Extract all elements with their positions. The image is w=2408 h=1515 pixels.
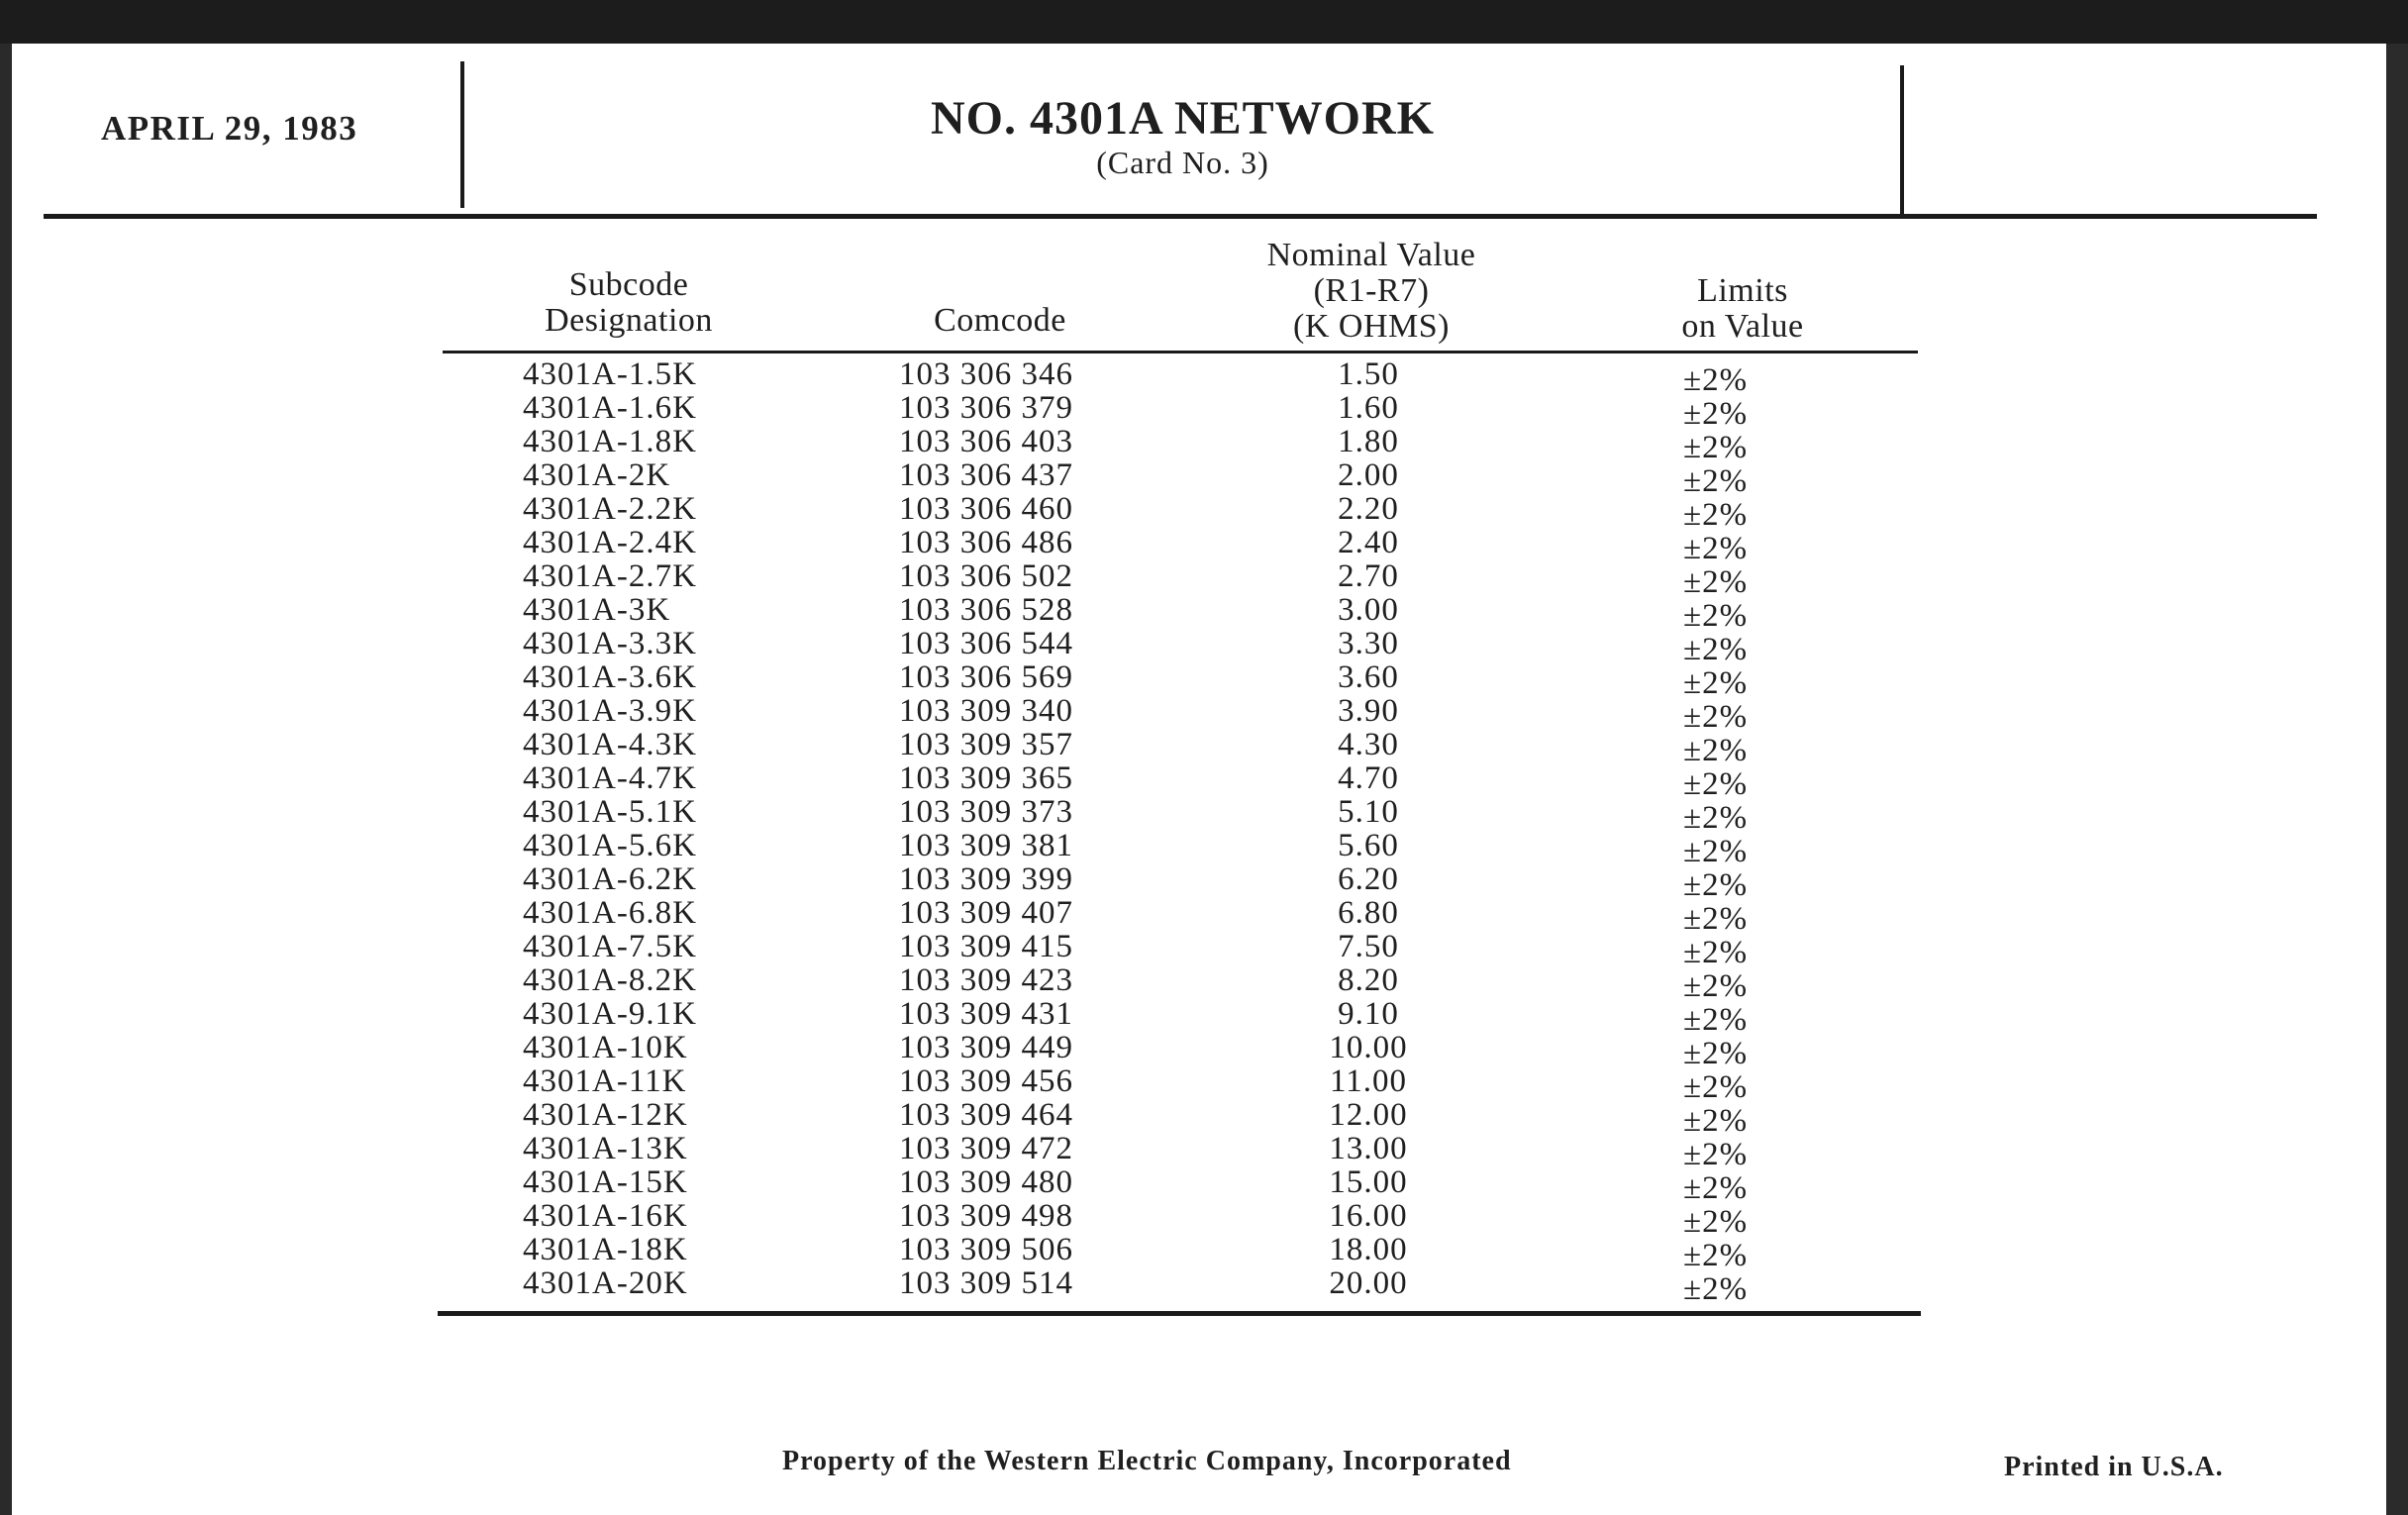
table-row: [0, 1232, 2408, 1273]
cell-subcode: 4301A-3K: [523, 592, 671, 628]
header-subcode-line: Designation: [545, 302, 713, 339]
table-row: [0, 659, 2408, 701]
cell-comcode: 103 309 498: [899, 1198, 1073, 1234]
header-divider-right: [1900, 65, 1904, 216]
issue-date: APRIL 29, 1983: [101, 109, 358, 148]
cell-nominal-value: 13.00: [1329, 1131, 1408, 1166]
cell-limit: ±2%: [1683, 430, 1749, 465]
cell-comcode: 103 309 472: [899, 1131, 1073, 1166]
cell-comcode: 103 309 365: [899, 760, 1073, 796]
property-notice: Property of the Western Electric Company, Incorporated: [782, 1446, 1512, 1476]
header-divider-left: [460, 61, 464, 208]
table-bottom-rule: [438, 1311, 1921, 1316]
cell-comcode: 103 309 357: [899, 727, 1073, 762]
cell-nominal-value: 15.00: [1329, 1164, 1408, 1200]
cell-comcode: 103 309 399: [899, 861, 1073, 897]
document-title: NO. 4301A NETWORK: [930, 92, 1436, 145]
cell-limit: ±2%: [1683, 867, 1749, 903]
table-row: [0, 1164, 2408, 1206]
table-row: [0, 558, 2408, 600]
cell-comcode: 103 309 506: [899, 1232, 1073, 1267]
cell-subcode: 4301A-7.5K: [523, 929, 697, 964]
cell-subcode: 4301A-18K: [523, 1232, 688, 1267]
cell-subcode: 4301A-4.7K: [523, 760, 697, 796]
table-row: [0, 1030, 2408, 1071]
cell-comcode: 103 309 340: [899, 693, 1073, 729]
cell-subcode: 4301A-1.5K: [523, 356, 697, 392]
cell-nominal-value: 3.60: [1338, 659, 1399, 695]
cell-limit: ±2%: [1683, 463, 1749, 499]
cell-limit: ±2%: [1683, 665, 1749, 701]
cell-limit: ±2%: [1683, 699, 1749, 735]
cell-limit: ±2%: [1683, 362, 1749, 398]
cell-limit: ±2%: [1683, 1271, 1749, 1307]
cell-comcode: 103 309 449: [899, 1030, 1073, 1065]
header-rule: [44, 214, 2317, 219]
table-row: [0, 760, 2408, 802]
cell-comcode: 103 309 431: [899, 996, 1073, 1032]
cell-nominal-value: 6.20: [1338, 861, 1399, 897]
cell-limit: ±2%: [1683, 834, 1749, 869]
cell-nominal-value: 2.40: [1338, 525, 1399, 560]
cell-limit: ±2%: [1683, 632, 1749, 667]
cell-comcode: 103 306 569: [899, 659, 1073, 695]
cell-comcode: 103 306 460: [899, 491, 1073, 527]
table-row: [0, 592, 2408, 634]
cell-subcode: 4301A-3.3K: [523, 626, 697, 661]
header-nominal-value: [1203, 238, 1540, 345]
cell-nominal-value: 3.30: [1338, 626, 1399, 661]
cell-comcode: 103 309 407: [899, 895, 1073, 931]
cell-subcode: 4301A-16K: [523, 1198, 688, 1234]
header-subcode: [470, 267, 787, 339]
cell-nominal-value: 2.20: [1338, 491, 1399, 527]
table-row: [0, 794, 2408, 836]
cell-comcode: 103 309 415: [899, 929, 1073, 964]
cell-nominal-value: 20.00: [1329, 1265, 1408, 1301]
cell-limit: ±2%: [1683, 800, 1749, 836]
cell-nominal-value: 10.00: [1329, 1030, 1408, 1065]
header-limits: [1594, 273, 1891, 345]
cell-limit: ±2%: [1683, 1137, 1749, 1172]
table-row: [0, 356, 2408, 398]
header-limits-line: on Value: [1681, 308, 1804, 345]
cell-limit: ±2%: [1683, 1036, 1749, 1071]
cell-nominal-value: 2.00: [1338, 457, 1399, 493]
scan-border-top: [0, 0, 2408, 44]
table-row: [0, 1265, 2408, 1307]
cell-nominal-value: 4.70: [1338, 760, 1399, 796]
cell-subcode: 4301A-9.1K: [523, 996, 697, 1032]
cell-nominal-value: 6.80: [1338, 895, 1399, 931]
cell-comcode: 103 309 514: [899, 1265, 1073, 1301]
cell-comcode: 103 309 381: [899, 828, 1073, 863]
cell-limit: ±2%: [1683, 1170, 1749, 1206]
cell-subcode: 4301A-3.9K: [523, 693, 697, 729]
cell-comcode: 103 309 480: [899, 1164, 1073, 1200]
cell-comcode: 103 309 423: [899, 962, 1073, 998]
cell-limit: ±2%: [1683, 935, 1749, 970]
cell-comcode: 103 306 544: [899, 626, 1073, 661]
header-comcode: [852, 303, 1149, 339]
cell-limit: ±2%: [1683, 1204, 1749, 1240]
cell-subcode: 4301A-2.4K: [523, 525, 697, 560]
cell-subcode: 4301A-5.1K: [523, 794, 697, 830]
cell-nominal-value: 2.70: [1338, 558, 1399, 594]
header-comcode-line: Comcode: [934, 302, 1066, 339]
cell-limit: ±2%: [1683, 531, 1749, 566]
cell-nominal-value: 8.20: [1338, 962, 1399, 998]
cell-comcode: 103 306 528: [899, 592, 1073, 628]
cell-subcode: 4301A-15K: [523, 1164, 688, 1200]
header-nominal-line: Nominal Value: [1266, 237, 1476, 273]
table-header-rule: [443, 351, 1918, 354]
cell-limit: ±2%: [1683, 564, 1749, 600]
table-row: [0, 390, 2408, 432]
cell-comcode: 103 309 464: [899, 1097, 1073, 1133]
cell-subcode: 4301A-20K: [523, 1265, 688, 1301]
table-row: [0, 727, 2408, 768]
cell-subcode: 4301A-3.6K: [523, 659, 697, 695]
cell-comcode: 103 306 346: [899, 356, 1073, 392]
cell-nominal-value: 16.00: [1329, 1198, 1408, 1234]
cell-limit: ±2%: [1683, 766, 1749, 802]
cell-nominal-value: 11.00: [1329, 1063, 1408, 1099]
table-row: [0, 1131, 2408, 1172]
table-row: [0, 929, 2408, 970]
table-row: [0, 424, 2408, 465]
cell-comcode: 103 309 373: [899, 794, 1073, 830]
cell-nominal-value: 3.90: [1338, 693, 1399, 729]
cell-subcode: 4301A-12K: [523, 1097, 688, 1133]
cell-limit: ±2%: [1683, 1238, 1749, 1273]
cell-nominal-value: 1.80: [1338, 424, 1399, 459]
cell-limit: ±2%: [1683, 396, 1749, 432]
header-nominal-line: (K OHMS): [1293, 308, 1450, 345]
header-subcode-line: Subcode: [568, 266, 689, 303]
header-nominal-line: (R1-R7): [1313, 272, 1430, 309]
cell-limit: ±2%: [1683, 901, 1749, 937]
table-row: [0, 693, 2408, 735]
table-row: [0, 491, 2408, 533]
cell-subcode: 4301A-4.3K: [523, 727, 697, 762]
header-limits-line: Limits: [1697, 272, 1788, 309]
cell-subcode: 4301A-6.8K: [523, 895, 697, 931]
cell-limit: ±2%: [1683, 1103, 1749, 1139]
cell-nominal-value: 9.10: [1338, 996, 1399, 1032]
table-row: [0, 861, 2408, 903]
table-row: [0, 828, 2408, 869]
cell-limit: ±2%: [1683, 497, 1749, 533]
cell-limit: ±2%: [1683, 1002, 1749, 1038]
table-row: [0, 1097, 2408, 1139]
cell-nominal-value: 3.00: [1338, 592, 1399, 628]
cell-comcode: 103 306 502: [899, 558, 1073, 594]
cell-subcode: 4301A-2K: [523, 457, 671, 493]
cell-nominal-value: 7.50: [1338, 929, 1399, 964]
cell-comcode: 103 306 486: [899, 525, 1073, 560]
table-body: [0, 356, 2408, 1307]
cell-nominal-value: 4.30: [1338, 727, 1399, 762]
cell-limit: ±2%: [1683, 733, 1749, 768]
cell-subcode: 4301A-1.8K: [523, 424, 697, 459]
cell-subcode: 4301A-2.2K: [523, 491, 697, 527]
cell-comcode: 103 309 456: [899, 1063, 1073, 1099]
cell-comcode: 103 306 403: [899, 424, 1073, 459]
cell-limit: ±2%: [1683, 1069, 1749, 1105]
cell-subcode: 4301A-6.2K: [523, 861, 697, 897]
cell-limit: ±2%: [1683, 968, 1749, 1004]
table-row: [0, 525, 2408, 566]
table-row: [0, 626, 2408, 667]
cell-subcode: 4301A-13K: [523, 1131, 688, 1166]
printed-in: Printed in U.S.A.: [2004, 1452, 2224, 1482]
cell-nominal-value: 12.00: [1329, 1097, 1408, 1133]
cell-subcode: 4301A-10K: [523, 1030, 688, 1065]
table-row: [0, 1063, 2408, 1105]
cell-subcode: 4301A-5.6K: [523, 828, 697, 863]
table-row: [0, 895, 2408, 937]
cell-subcode: 4301A-11K: [523, 1063, 687, 1099]
table-row: [0, 457, 2408, 499]
cell-comcode: 103 306 379: [899, 390, 1073, 426]
table-row: [0, 1198, 2408, 1240]
cell-nominal-value: 18.00: [1329, 1232, 1408, 1267]
table-row: [0, 962, 2408, 1004]
table-row: [0, 996, 2408, 1038]
cell-nominal-value: 1.50: [1338, 356, 1399, 392]
cell-nominal-value: 5.60: [1338, 828, 1399, 863]
cell-nominal-value: 1.60: [1338, 390, 1399, 426]
cell-nominal-value: 5.10: [1338, 794, 1399, 830]
card-number: (Card No. 3): [1096, 145, 1269, 180]
cell-subcode: 4301A-8.2K: [523, 962, 697, 998]
cell-limit: ±2%: [1683, 598, 1749, 634]
cell-comcode: 103 306 437: [899, 457, 1073, 493]
cell-subcode: 4301A-2.7K: [523, 558, 697, 594]
cell-subcode: 4301A-1.6K: [523, 390, 697, 426]
